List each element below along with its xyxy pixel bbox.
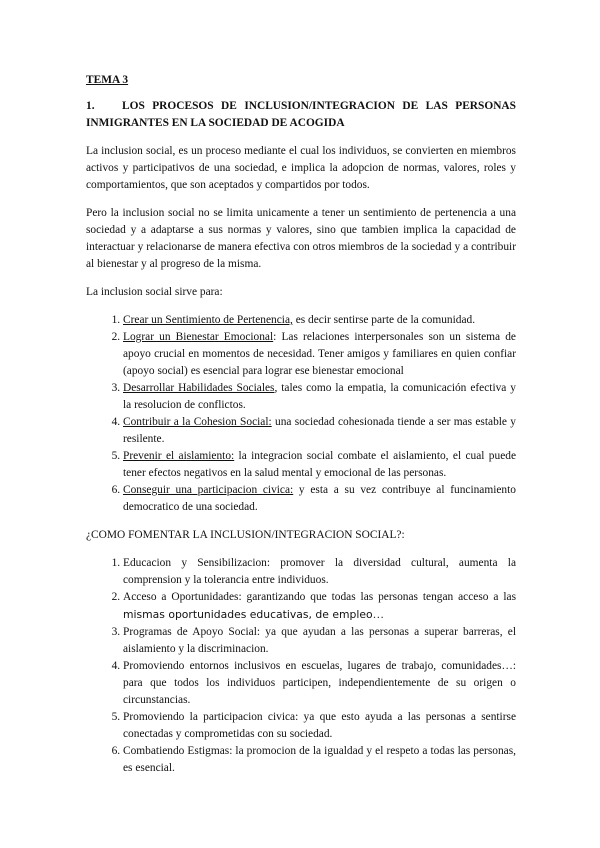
list-item: 4. Promoviendo entornos inclusivos en escuelas, lugares de trabajo, comunidades…: para que todos los individuos participen, independientemente de su origen o circunstancias. xyxy=(123,658,516,709)
list-item xyxy=(123,482,516,516)
list-item-text: es decir sentirse parte de la comunidad. xyxy=(292,314,476,326)
document-page xyxy=(86,72,516,788)
list-item-text: una sociedad cohesionada tiende a ser mas estable y resilente. xyxy=(123,416,516,445)
paragraph-elaboration: Pero la inclusion social no se limita unicamente a tener un sentimiento de pertenencia a una sociedad y a adaptarse a sus normas y valores, sino que tambien implica la capacidad de interactuar y relacionarse de manera efectiva con otros miembros de la sociedad y a contribuir al bienestar y al progreso de la misma. xyxy=(86,207,516,270)
paragraph-intro-list: La inclusion social sirve para: xyxy=(86,286,223,298)
list-item-term: Contribuir a la Cohesion Social: xyxy=(123,416,272,428)
paragraph-definition: La inclusion social, es un proceso mediante el cual los individuos, se convierten en miembros activos y participativos de una sociedad, e implica la adopcion de normas, valores, roles y comportamientos, que son aceptados y compartidos por todos. xyxy=(86,145,516,191)
list-item: 6. Combatiendo Estigmas: la promocion de la igualdad y el respeto a todas las personas, es esencial. xyxy=(123,743,516,777)
list-item xyxy=(123,448,516,482)
section-title-text: LOS PROCESOS DE INCLUSION/INTEGRACION DE LAS PERSONAS INMIGRANTES EN LA SOCIEDAD DE ACOGIDA xyxy=(86,100,516,129)
measures-list xyxy=(86,555,516,777)
list-item-text: y esta a su vez contribuye al funcinamiento democratico de una sociedad. xyxy=(123,484,516,513)
list-item-term: Lograr un Bienestar Emocional xyxy=(123,331,274,343)
list-item xyxy=(123,329,516,380)
list-item-term: Crear un Sentimiento de Pertenencia, xyxy=(123,314,293,326)
benefits-list xyxy=(86,312,516,516)
list-item-term: Prevenir el aislamiento: xyxy=(123,450,235,462)
list-item-term: Conseguir una participacion civica: xyxy=(123,484,294,496)
section-number: 1. xyxy=(86,100,95,112)
document-heading: TEMA 3 xyxy=(86,74,129,86)
list-item-term: Desarrollar Habilidades Sociales xyxy=(123,382,275,394)
list-item-text: Acceso a Oportunidades: garantizando que todas las personas tengan acceso a las xyxy=(123,591,516,603)
list-item xyxy=(123,312,516,329)
list-item: 3. Programas de Apoyo Social: ya que ayudan a las personas a superar barreras, el aislamiento y la discriminacion. xyxy=(123,624,516,658)
list-item xyxy=(123,414,516,448)
section-title xyxy=(86,98,516,132)
list-item-text-alt-font: mismas oportunidades educativas, de empleo xyxy=(123,608,373,621)
question-heading: ¿COMO FOMENTAR LA INCLUSION/INTEGRACION SOCIAL?: xyxy=(86,529,405,541)
list-item-text: , tales como la empatia, la comunicación efectiva y la resolucion de conflictos. xyxy=(123,382,516,411)
list-item: 5. Promoviendo la participacion civica: ya que esto ayuda a las personas a sentirse conectadas y comprometidas con su sociedad. xyxy=(123,709,516,743)
list-item-ellipsis: … xyxy=(372,609,384,621)
list-item xyxy=(123,589,516,624)
list-item-text: : Las relaciones interpersonales son un sistema de apoyo crucial en momentos de necesidad. Tener amigos y familiares en quien confiar (apoyo social) es esencial para lograr ese bienestar emocional xyxy=(123,331,516,377)
list-item-text: la integracion social combate el aislamiento, el cual puede tener efectos negativos en la salud mental y emocional de las personas. xyxy=(123,450,516,479)
list-item: 1. Educacion y Sensibilizacion: promover la diversidad cultural, aumenta la comprension y la tolerancia entre individuos. xyxy=(123,555,516,589)
list-item xyxy=(123,380,516,414)
